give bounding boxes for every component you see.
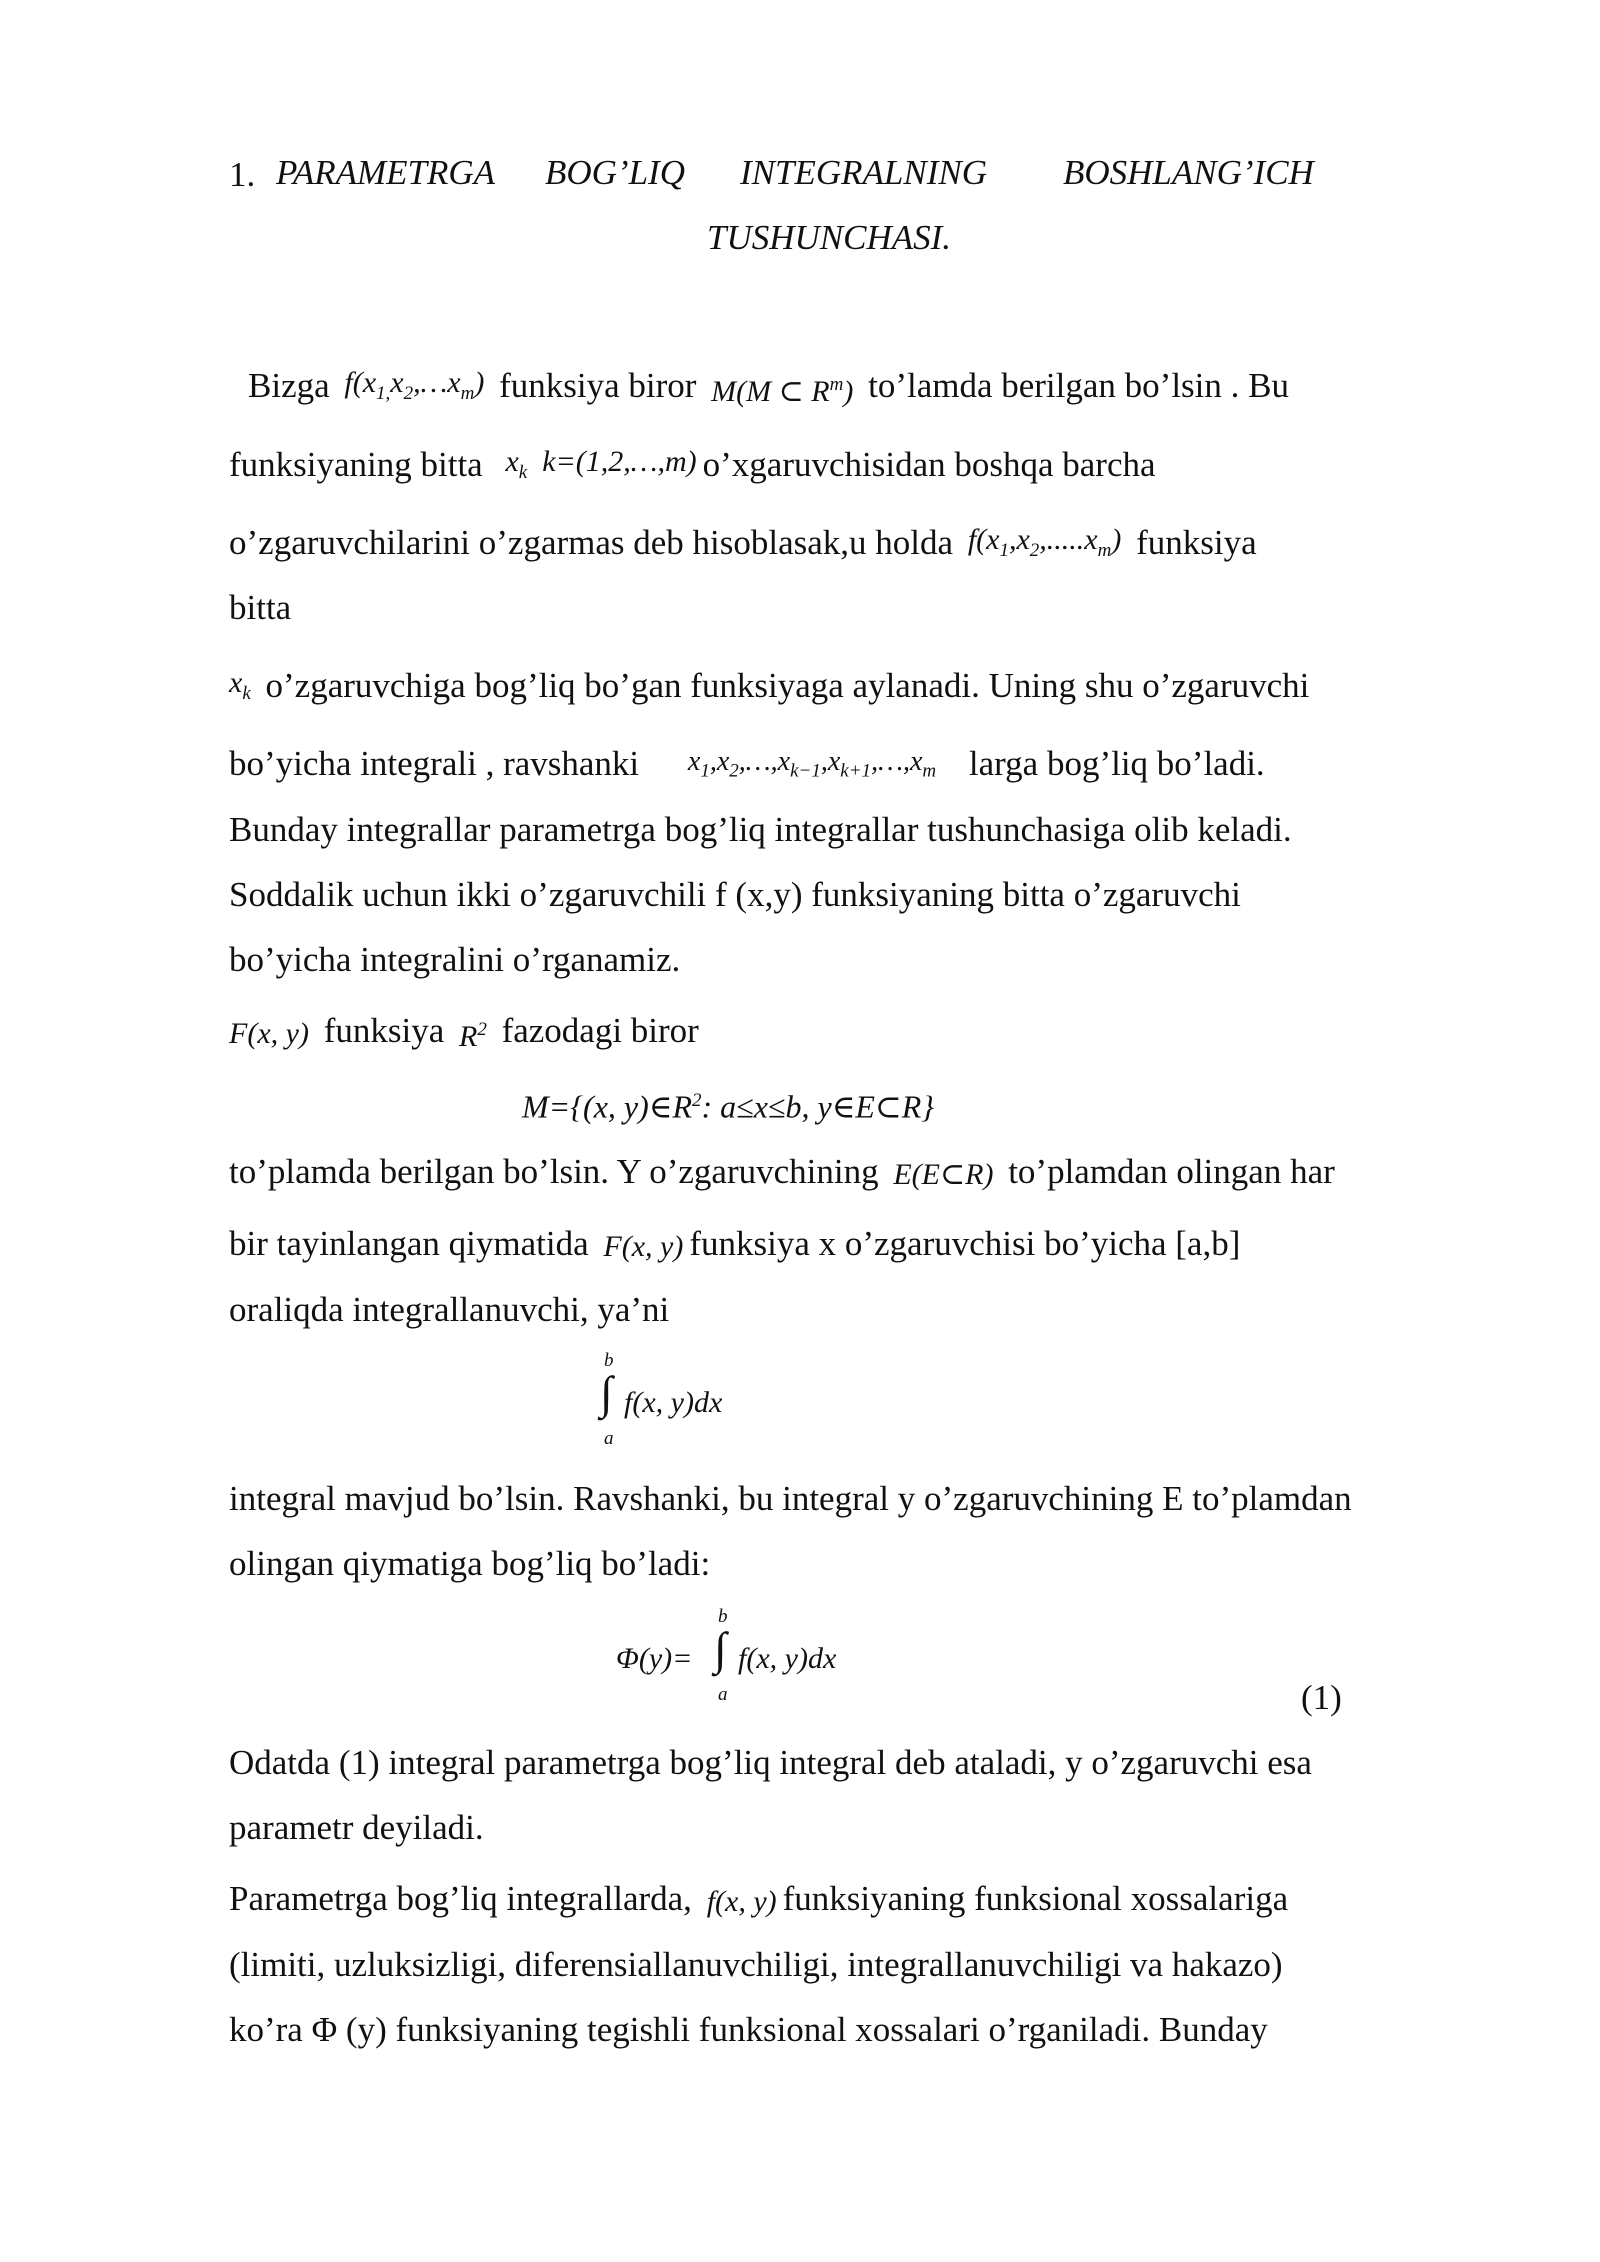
text-larga-bogliq: larga bog’liq bo’ladi.: [968, 744, 1265, 783]
text-bizga: Bizga: [248, 366, 330, 405]
text-toplamda: to’plamda berilgan bo’lsin. Y o’zgaruvchining: [229, 1152, 879, 1191]
integral-2-body: f(x, y)dx: [738, 1642, 837, 1675]
integral-1-sign: ∫: [600, 1367, 613, 1418]
heading-line-2: TUSHUNCHASI.: [707, 218, 952, 257]
integral-1-lower: a: [604, 1428, 614, 1449]
para1-line-4: bitta: [229, 588, 292, 627]
text-funksiya-x: funksiya x o’zgaruvchisi bo’yicha [a,b]: [689, 1224, 1241, 1263]
para3-line-20: ko’ra Φ (y) funksiyaning tegishli funksional xossalari o’rganiladi. Bunday: [229, 2010, 1268, 2049]
para1-line-1: [248, 364, 1289, 409]
integral-1: [598, 1350, 798, 1450]
text-parametrga-bogliq: Parametrga bog’liq integrallarda,: [229, 1879, 692, 1918]
integral-2-sign: ∫: [714, 1623, 727, 1674]
text-ozgaruvchilarini: o’zgaruvchilarini o’zgarmas deb hisoblasak,u holda: [229, 523, 954, 562]
formula-x-list: $x_1,x_2,\dots,x_{k-1},x_{k+1},\dots,x_m$: [687, 746, 937, 782]
para2-line-15: olingan qiymatiga bog’liq bo’ladi:: [229, 1544, 711, 1583]
para1-line-2: [229, 443, 1156, 488]
integral-2-lower: a: [718, 1684, 728, 1705]
para2-line-13: oraliqda integrallanuvchi, ya’ni: [229, 1290, 670, 1329]
formula-set-M: M={(x, $y)\in R^2$: a≤x≤b, y∈E⊂R}: [522, 1088, 935, 1125]
formula-M-subset-Rm: M(M ⊂ $R^m$): [711, 374, 854, 409]
para2-line-14: integral mavjud bo’lsin. Ravshanki, bu integral y o’zgaruvchining E to’plamdan: [229, 1479, 1352, 1518]
para1-line-5: [229, 664, 1309, 709]
formula-xk: $x_k$: [229, 666, 251, 705]
text-funksiya-R2: funksiya: [323, 1011, 445, 1050]
heading-word-3: INTEGRALNING: [740, 153, 987, 192]
formula-f-x1-xm: $f(x_{1,}x_2,\dots x_m)$: [344, 366, 485, 405]
text-oxgaruvchisidan: o’xgaruvchisidan boshqa barcha: [702, 445, 1156, 484]
heading-number: 1.: [229, 155, 256, 194]
formula-f-xy: f(x, y): [706, 1884, 777, 1918]
para3-line-16: Odatda (1) integral parametrga bog’liq integral deb ataladi, y o’zgaruvchi esa: [229, 1743, 1312, 1782]
para1-line-9: bo’yicha integralini o’rganamiz.: [229, 940, 681, 979]
integral-1-upper: b: [604, 1350, 614, 1371]
formula-R2: $R^2$: [458, 1019, 487, 1054]
formula-F-xy: F(x, y): [229, 1016, 309, 1050]
text-funksiya-biror: funksiya biror: [499, 366, 697, 405]
integral-2-upper: b: [718, 1606, 728, 1627]
para1-line-3: [229, 521, 1257, 566]
text-fazodagi-biror: fazodagi biror: [501, 1011, 699, 1050]
heading-word-1: PARAMETRGA: [276, 153, 496, 192]
integral-1-body: f(x, y)dx: [624, 1386, 723, 1419]
para2-line-10: [229, 1009, 699, 1053]
text-funksiyaning-bitta: funksiyaning bitta: [229, 445, 483, 484]
heading-word-2: BOG’LIQ: [545, 153, 685, 192]
text-ozgaruvchiga: o’zgaruvchiga bog’liq bo’gan funksiyaga aylanadi. Uning shu o’zgaruvchi: [265, 666, 1310, 705]
para3-line-18: [229, 1877, 1288, 1921]
formula-F-xy-2: F(x, y): [603, 1229, 684, 1263]
para2-line-11: [229, 1150, 1335, 1194]
formula-xk-range: $x_k$ k=(1,2,…,m): [505, 445, 697, 484]
para3-line-17: parametr deyiladi.: [229, 1808, 484, 1847]
integral-2-lhs: Φ(y)=: [616, 1642, 693, 1675]
integral-2: [616, 1606, 916, 1706]
equation-number: (1): [1301, 1678, 1342, 1717]
heading-line-1: [229, 153, 255, 197]
heading-word-4: BOSHLANG’ICH: [1063, 153, 1314, 192]
text-bir-tayinlangan: bir tayinlangan qiymatida: [229, 1224, 589, 1263]
text-funksiyaning-funksional: funksiyaning funksional xossalariga: [782, 1879, 1289, 1918]
para1-line-7: Bunday integrallar parametrga bog’liq integrallar tushunchasiga olib keladi.: [229, 810, 1292, 849]
formula-f-x1-x2-xm: $f(x_1,x_2,.....x_m)$: [967, 523, 1122, 562]
text-boyicha-integrali: bo’yicha integrali , ravshanki: [229, 744, 640, 783]
para1-line-8: Soddalik uchun ikki o’zgaruvchili f (x,y) funksiyaning bitta o’zgaruvchi: [229, 875, 1241, 914]
formula-E-subset-R: E(E⊂R): [893, 1157, 994, 1191]
para2-line-12: [229, 1222, 1240, 1266]
para3-line-19: (limiti, uzluksizligi, diferensiallanuvchiligi, integrallanuvchiligi va hakazo): [229, 1945, 1283, 1984]
text-funksiya: funksiya: [1136, 523, 1257, 562]
para1-line-6: [229, 742, 1265, 787]
text-toplamdan-olingan: to’plamdan olingan har: [1008, 1152, 1335, 1191]
text-tolamda: to’lamda berilgan bo’lsin . Bu: [868, 366, 1289, 405]
